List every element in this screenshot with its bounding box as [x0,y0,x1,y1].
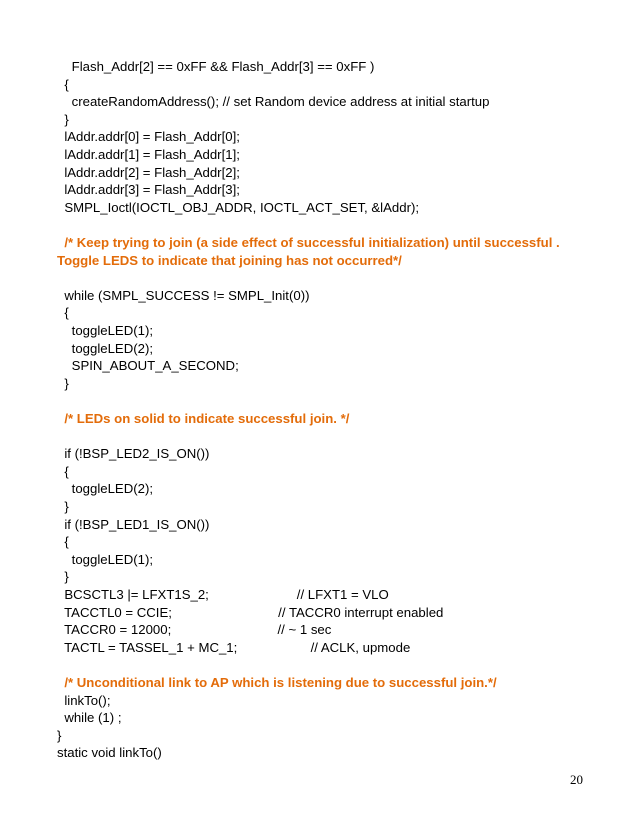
code-line: SPIN_ABOUT_A_SECOND; [57,358,239,374]
code-line: toggleLED(1); [57,551,154,567]
code-line: toggleLED(1); [57,323,154,338]
code-line: { [57,305,69,321]
comment-line: Toggle LEDS to indicate that joining has not occurred*/ [57,252,402,268]
code-line: } [57,499,69,514]
code-line: if (!BSP_LED1_IS_ON()) [57,516,210,532]
code-line: TACCR0 = 12000; // ~ 1 sec [57,622,332,638]
code-line: while (1) ; [57,710,122,726]
code-line: toggleLED(2); [57,481,154,497]
code-line: } [57,111,69,127]
code-line: lAddr.addr[2] = Flash_Addr[2]; [57,164,240,180]
code-line: if (!BSP_LED2_IS_ON()) [57,446,210,462]
code-line: { [57,76,69,92]
comment-line: /* LEDs on solid to indicate successful join. */ [57,411,350,426]
code-line: TACTL = TASSEL_1 + MC_1; // ACLK, upmode [57,639,411,655]
code-line: lAddr.addr[1] = Flash_Addr[1]; [57,147,240,162]
code-line: lAddr.addr[3] = Flash_Addr[3]; [57,182,240,198]
code-line: linkTo(); [57,692,111,708]
code-line: while (SMPL_SUCCESS != SMPL_Init(0)) [57,287,310,303]
code-line: static void linkTo() [57,745,162,761]
code-line: SMPL_Ioctl(IOCTL_OBJ_ADDR, IOCTL_ACT_SET, &lAddr); [57,199,420,215]
code-line: toggleLED(2); [57,340,154,356]
code-line: createRandomAddress(); // set Random device address at initial startup [57,94,490,110]
code-line: } [57,375,69,391]
code-line: Flash_Addr[2] == 0xFF && Flash_Addr[3] == 0xFF ) [57,59,375,74]
comment-line: /* Keep trying to join (a side effect of successful initialization) until successful . [57,235,560,250]
comment-line: /* Unconditional link to AP which is listening due to successful join.*/ [57,675,497,690]
code-line: } [57,569,69,585]
code-line: } [57,727,62,743]
page-number: 20 [570,772,583,787]
code-line: lAddr.addr[0] = Flash_Addr[0]; [57,129,240,145]
code-line: { [57,463,69,479]
code-line: TACCTL0 = CCIE; // TACCR0 interrupt enabled [57,604,444,620]
code-line: { [57,534,69,550]
code-line: BCSCTL3 |= LFXT1S_2; // LFXT1 = VLO [57,587,389,602]
